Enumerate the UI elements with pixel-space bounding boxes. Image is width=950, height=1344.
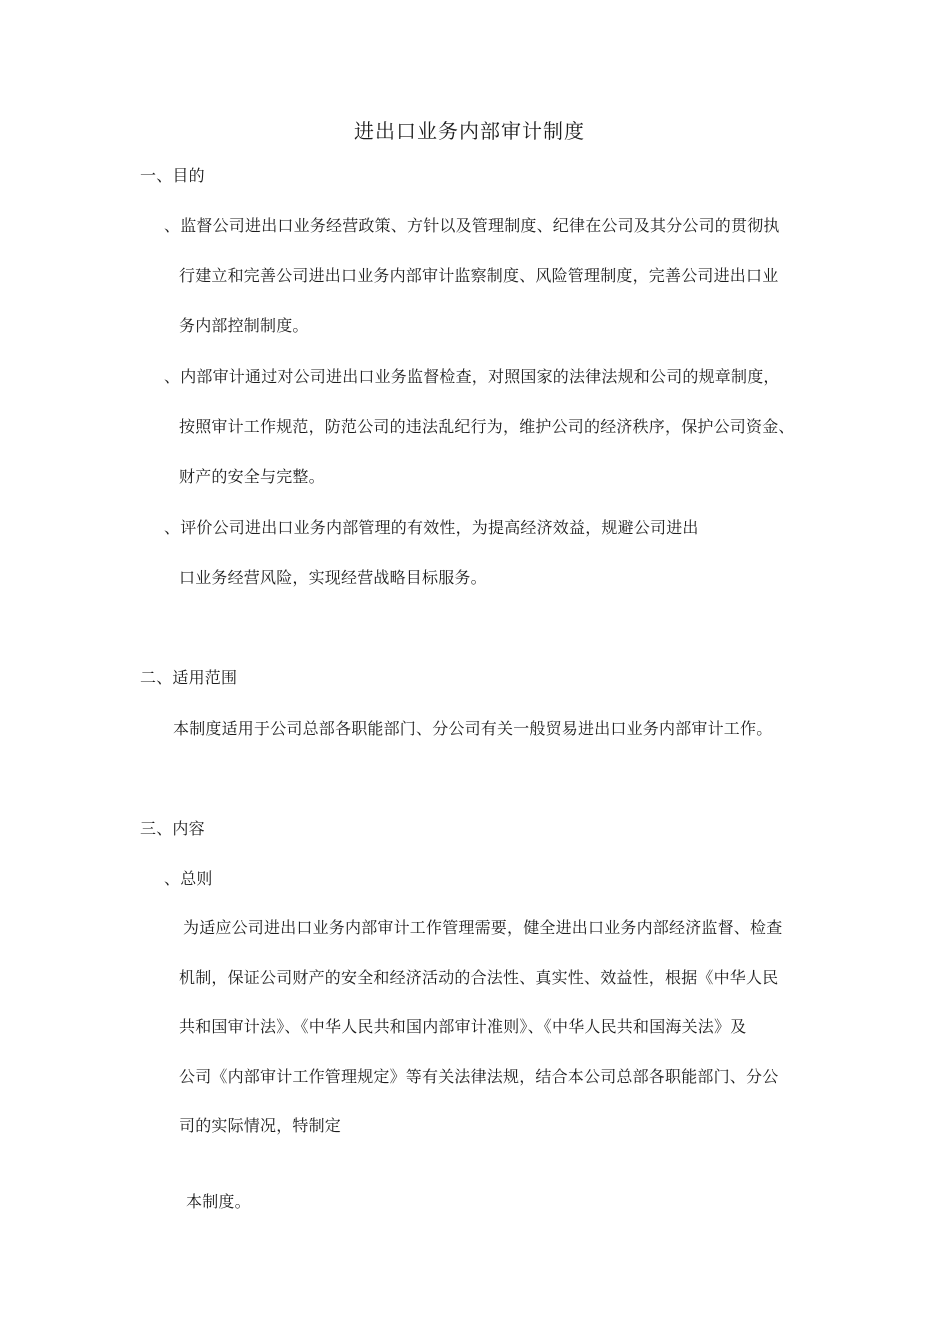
page-title: 进出口业务内部审计制度 [354,119,585,143]
section-1-item-1-line-3: 务内部控制制度。 [179,316,309,335]
section-1-item-2-line-2: 按照审计工作规范，防范公司的违法乱纪行为，维护公司的经济秩序，保护公司资金、 [179,417,795,436]
section-2-body: 本制度适用于公司总部各职能部门、分公司有关一般贸易进出口业务内部审计工作。 [173,719,773,738]
section-3-para-line-4: 公司《内部审计工作管理规定》等有关法律法规，结合本公司总部各职能部门、分公 [179,1067,779,1086]
section-1-item-3-line-1: 、评价公司进出口业务内部管理的有效性，为提高经济效益，规避公司进出 [164,518,699,537]
section-2-heading: 二、适用范围 [140,668,238,687]
section-1-item-2-line-3: 财产的安全与完整。 [179,467,325,486]
section-3-heading: 三、内容 [140,819,205,838]
section-3-para-line-2: 机制，保证公司财产的安全和经济活动的合法性、真实性、效益性，根据《中华人民 [179,968,779,987]
section-3-para-line-5: 司的实际情况，特制定 [179,1116,342,1135]
section-1-item-3-line-2: 口业务经营风险，实现经营战略目标服务。 [179,568,487,587]
section-1-item-2-line-1: 、内部审计通过对公司进出口业务监督检查，对照国家的法律法规和公司的规章制度， [164,367,780,386]
section-1-heading: 一、目的 [140,166,205,185]
section-3-tail: 本制度。 [186,1192,251,1211]
section-1-item-1-line-1: 、监督公司进出口业务经营政策、方针以及管理制度、纪律在公司及其分公司的贯彻执 [164,216,780,235]
section-3-para-line-1: 为适应公司进出口业务内部审计工作管理需要，健全进出口业务内部经济监督、检查 [183,918,783,937]
section-3-subheading: 、总则 [164,869,213,888]
section-3-para-line-3: 共和国审计法》、《中华人民共和国内部审计准则》、《中华人民共和国海关法》及 [179,1017,747,1036]
section-1-item-1-line-2: 行建立和完善公司进出口业务内部审计监察制度、风险管理制度，完善公司进出口业 [179,266,779,285]
